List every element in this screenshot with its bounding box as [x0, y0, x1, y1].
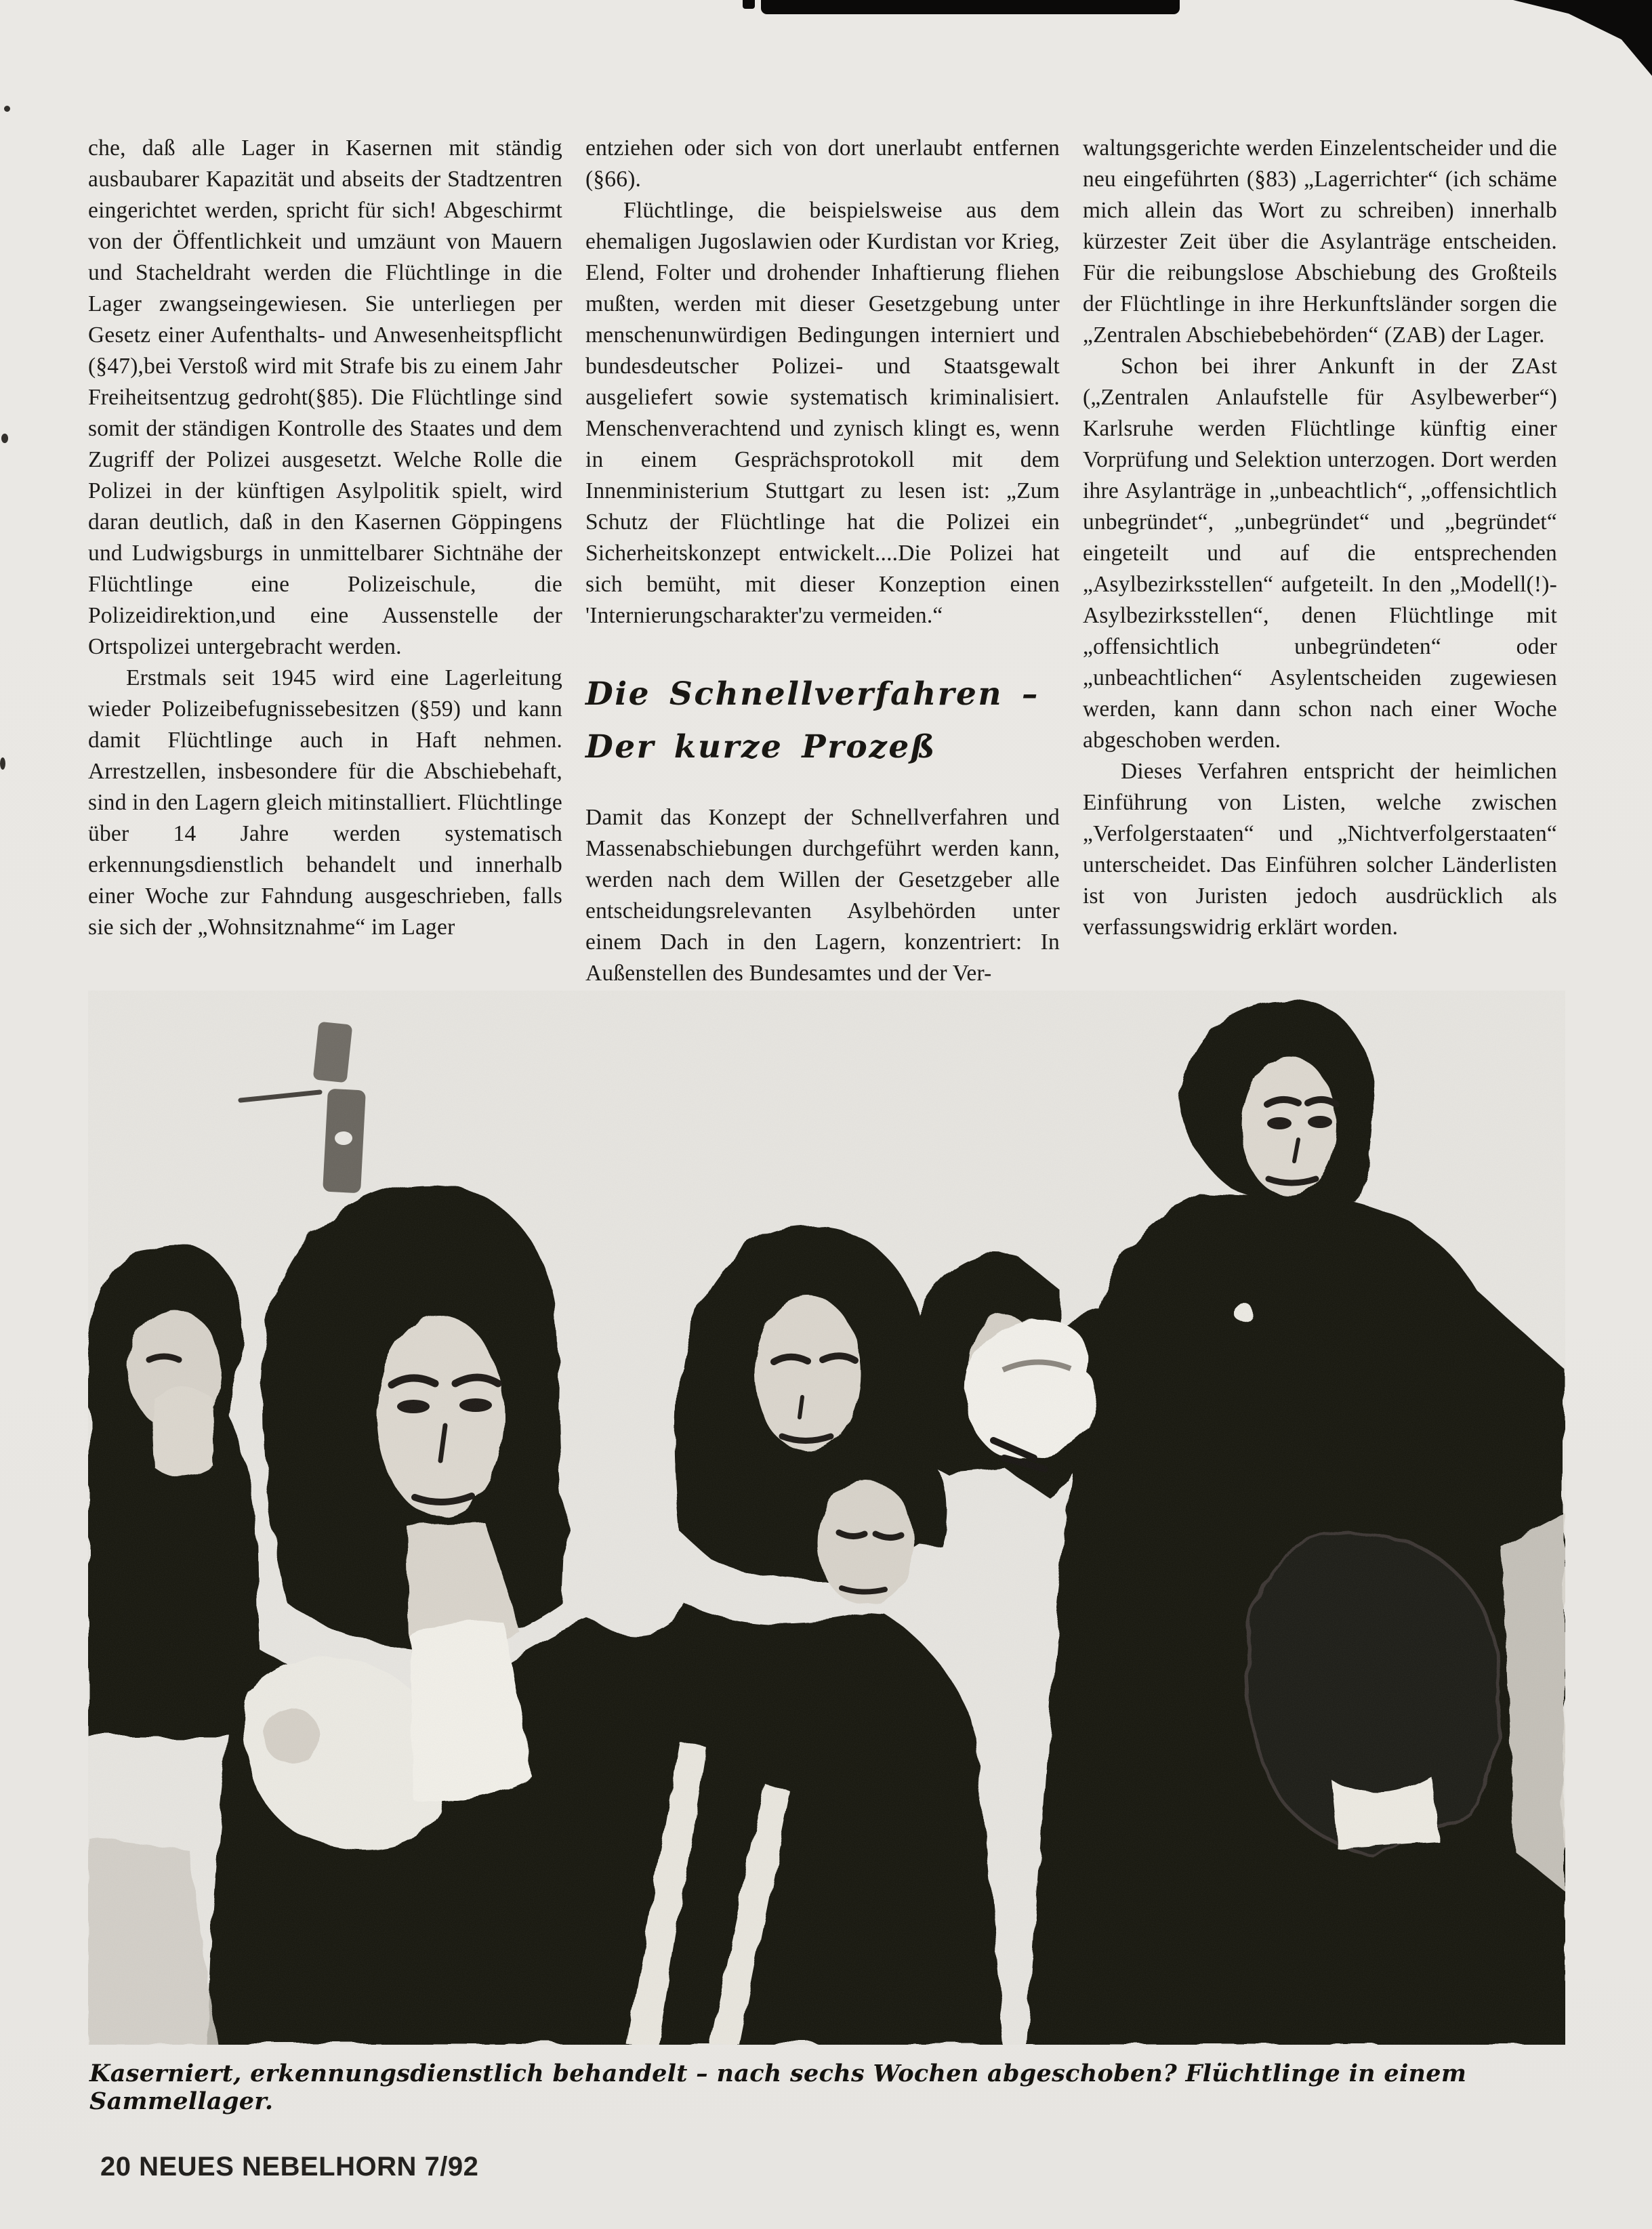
scan-speck	[0, 757, 5, 770]
section-heading-line2: Der kurze Prozeß	[585, 728, 936, 766]
paragraph: entziehen oder sich von dort unerlaubt entfernen (§66).	[585, 136, 1060, 192]
paragraph: Dieses Verfahren entspricht der heimlichen Einführung von Listen, welche zwischen „Verfolgerstaaten“ und „Nichtverfolgerstaaten“ unterscheidet. Das Einführen solcher Länderlisten ist von Juristen jedoch ausdrücklich als verfassungswidrig erklärt worden.	[1083, 759, 1557, 940]
scan-speck	[1, 434, 8, 443]
scan-streak-tick-artifact	[743, 0, 755, 9]
paragraph: che, daß alle Lager in Kasernen mit ständig ausbaubarer Kapazität und abseits der Stadtzentren eingerichtet werden, spricht für sich! Abgeschirmt von der Öffentlichkeit und umzäunt von Mauern und Stacheldraht werden die Flüchtlinge in die Lager zwangseingewiesen. Sie unterliegen per Gesetz einer Aufenthalts- und Anwesenheitspflicht (§47),bei Verstoß wird mit Strafe bis zu einem Jahr Freiheitsentzug gedroht(§85). Die Flüchtlinge sind somit der ständigen Kontrolle des Staates und dem Zugriff der Polizei ausgesetzt. Welche Rolle die Polizei in der künftigen Asylpolitik spielt, wird daran deutlich, daß in den Kasernen Göppingens und Ludwigsburgs in unmittelbarer Sichtnähe der Flüchtlinge eine Polizeischule, die Polizeidirektion,und eine Aussenstelle der Ortspolizei untergebracht werden.	[88, 136, 562, 659]
paragraph: Schon bei ihrer Ankunft in der ZAst („Zentralen Anlaufstelle für Asylbewerber“) Karlsruhe werden Flüchtlinge künftig einer Vorprüfung und Selektion unterzogen. Dort werden ihre Asylanträge in „unbeachtlich“, „offensichtlich unbegründet“, „unbegründet“ und „begründet“ eingeteilt und auf die entsprechenden „Asylbezirksstellen“ aufgeteilt. In den „Modell(!)-Asylbezirksstellen“, denen Flüchtlinge mit „offensichtlich unbegründeten“ oder „unbeachtlichen“ Asylentscheiden zugewiesen werden, kann dann schon nach einer Woche abgeschoben werden.	[1083, 354, 1557, 753]
paragraph: Damit das Konzept der Schnellverfahren und Massenabschiebungen durchgeführt werden kann, werden nach dem Willen der Gesetzgeber alle entscheidungsrelevanten Asylbehörden unter einem Dach in den Lagern, konzentriert: In Außenstellen des Bundesamtes und der Ver-	[585, 805, 1060, 986]
paragraph: waltungsgerichte werden Einzelentscheider und die neu eingeführten (§83) „Lagerrichter“ (ich schäme mich allein das Wort zu schreiben) innerhalb kürzester Zeit über die Asylanträge entscheiden. Für die reibungslose Abschiebung des Großteils der Flüchtlinge in ihre Herkunftsländer sorgen die „Zentralen Abschiebebehörden“ (ZAB) der Lager.	[1083, 136, 1558, 348]
refugees-photo	[88, 991, 1565, 2045]
page-footer: 20 NEUES NEBELHORN 7/92	[100, 2152, 479, 2182]
article-column-1	[88, 133, 562, 943]
article-column-2	[585, 133, 1060, 989]
article-column-3	[1083, 133, 1557, 943]
paragraph: Erstmals seit 1945 wird eine Lagerleitung wieder Polizeibefugnissebesitzen (§59) und kann damit Flüchtlinge auch in Haft nehmen. Arrestzellen, insbesondere für die Abschiebehaft, sind in den Lagern gleich mitinstalliert. Flüchtlinge über 14 Jahre werden systematisch erkennungsdienstlich behandelt und innerhalb einer Woche zur Fahndung ausgeschrieben, falls sie sich der „Wohnsitznahme“ im Lager	[88, 665, 562, 940]
section-heading	[585, 668, 1060, 774]
section-heading-line1: Die Schnellverfahren –	[585, 675, 1039, 713]
photo-caption: Kaserniert, erkennungsdienstlich behandelt – nach sechs Wochen abgeschoben? Flüchtlinge in einem Sammellager.	[89, 2060, 1467, 2115]
halftone-grain	[88, 991, 1565, 2045]
scan-streak-artifact	[761, 0, 1180, 14]
paragraph: Flüchtlinge, die beispielsweise aus dem ehemaligen Jugoslawien oder Kurdistan vor Krieg, Elend, Folter und drohender Inhaftierung fliehen mußten, werden mit dieser Gesetzgebung unter menschenunwürdigen Bedingungen interniert und bundesdeutscher Polizei- und Staatsgewalt ausgeliefert sowie systematisch kriminalisiert. Menschenverachtend und zynisch klingt es, wenn in einem Gesprächsprotokoll mit dem Innenministerium Stuttgart zu lesen ist: „Zum Schutz der Flüchtlinge hat die Polizei ein Sicherheitskonzept entwickelt....Die Polizei hat sich bemüht, mit dieser Konzeption einen 'Internierungscharakter'zu vermeiden.“	[585, 198, 1060, 628]
scan-speck	[4, 106, 10, 112]
scan-corner-shadow	[1513, 0, 1652, 76]
